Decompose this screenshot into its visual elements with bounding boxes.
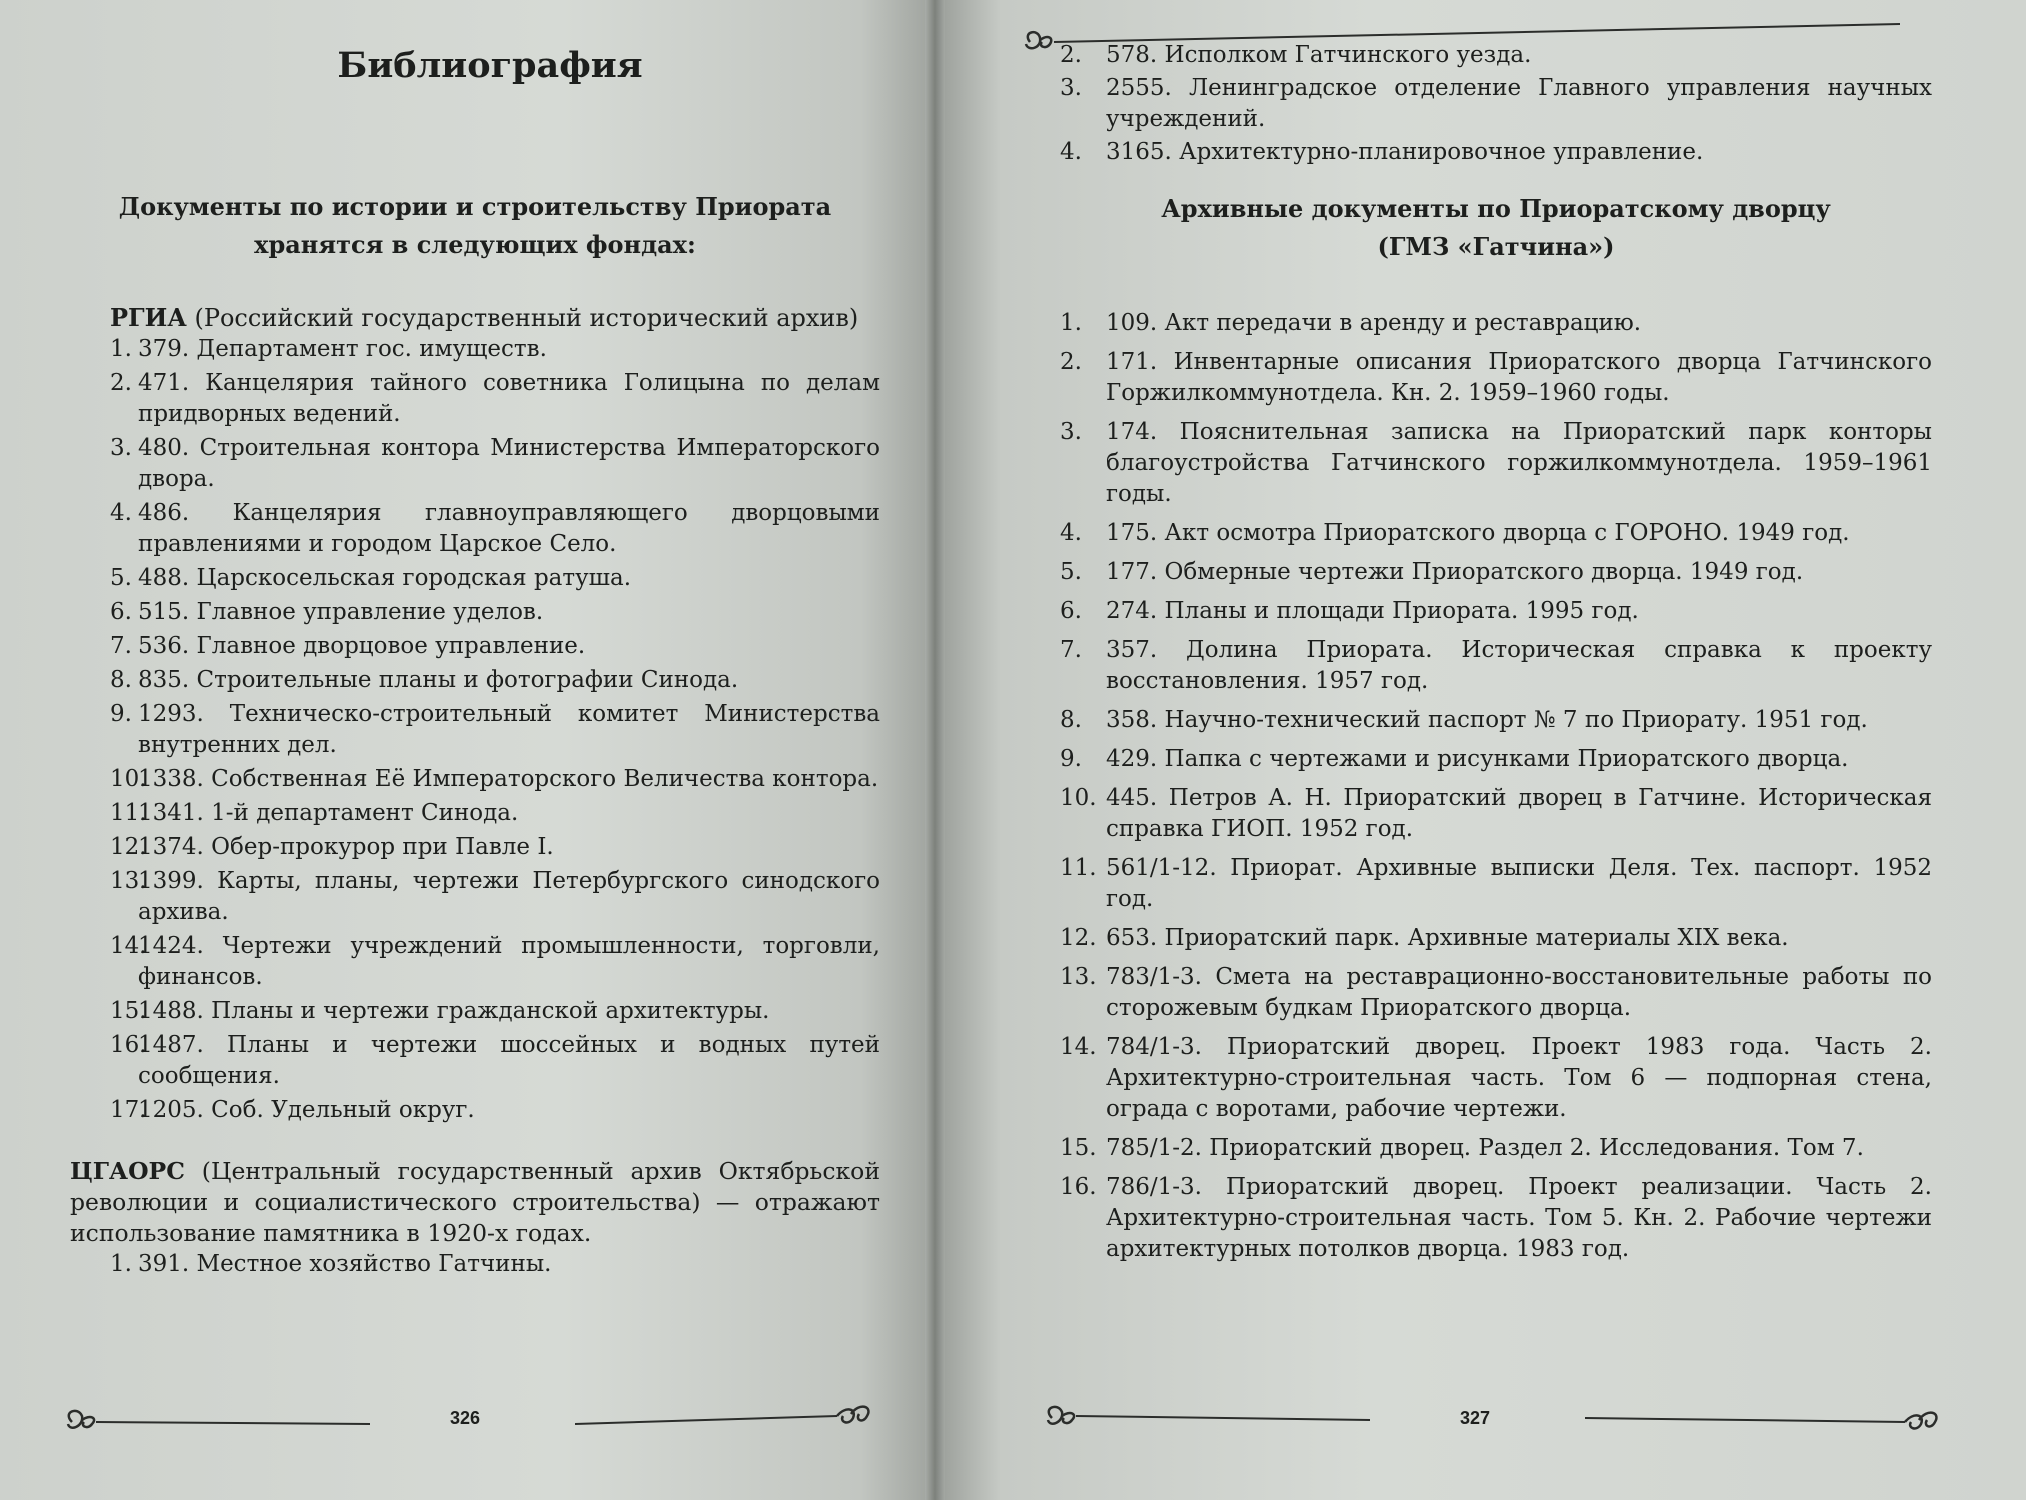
list-item [70,1095,880,1126]
list-item-number: 1. [110,336,132,362]
list-item [1060,137,1932,168]
book-gutter [925,0,945,1500]
list-item-number: 15. [110,998,147,1024]
archive-abbr: ЦГАОРС [70,1157,185,1185]
list-item-text: 471. Канцелярия тайного советника Голицына по делам придворных ведений. [138,370,880,427]
list-item [1060,1172,1932,1265]
list-item-number: 2. [1060,349,1082,375]
flourish-ornament-icon [1585,1400,1945,1440]
list-item-number: 10. [110,766,147,792]
list-item [1060,557,1932,588]
list-item [1060,705,1932,736]
list-item [1060,923,1932,954]
list-item [70,368,880,430]
page-number: 327 [1460,1408,1491,1428]
list-item [70,334,880,365]
list-item-number: 8. [1060,707,1082,733]
list-item-number: 12. [1060,925,1097,951]
list-item-text: 2555. Ленинградское отделение Главного управления научных учреждений. [1106,75,1932,132]
archive-rgia-heading [70,302,880,334]
list-item-text: 1424. Чертежи учреждений промышленности, торговли, финансов. [138,933,880,990]
list-item [70,798,880,829]
list-item-text: 835. Строительные планы и фотографии Синода. [138,667,739,693]
gmz-list [1060,308,1932,1265]
list-item-text: 783/1-3. Смета на реставрационно-восстановительные работы по сторожевым будкам Приоратского дворца. [1106,964,1932,1021]
list-item [1060,744,1932,775]
list-item [70,866,880,928]
list-item-text: 1205. Соб. Удельный округ. [138,1097,475,1123]
page-title: Библиография [337,45,643,86]
list-item-number: 3. [1060,75,1082,101]
list-item [1060,1133,1932,1164]
list-item-text: 578. Исполком Гатчинского уезда. [1106,42,1532,68]
flourish-ornament-icon [1040,1396,1380,1436]
list-item [70,1249,880,1280]
section-heading-line: (ГМЗ «Гатчина») [1377,232,1615,261]
list-item-number: 16. [1060,1174,1097,1200]
list-item-text: 1338. Собственная Её Императорского Величества контора. [138,766,879,792]
right-footer [1040,1400,1945,1440]
list-item-text: 536. Главное дворцовое управление. [138,633,586,659]
list-item-text: 1399. Карты, планы, чертежи Петербургского синодского архива. [138,868,880,925]
list-item-number: 13. [110,868,147,894]
section-heading-line: Архивные документы по Приоратскому дворцу [1161,194,1831,223]
archive-description: (Центральный государственный архив Октябрьской революции и социалистического строительства) — отражают использование памятника в 1920-х годах. [70,1157,880,1247]
list-item-number: 14. [110,933,147,959]
right-page-content [1060,40,1932,1273]
section-heading-line: Документы по истории и строительству Приората [118,192,832,221]
list-item-text: 653. Приоратский парк. Архивные материалы XIX века. [1106,925,1789,951]
list-item-number: 4. [110,500,132,526]
list-item-text: 486. Канцелярия главноуправляющего дворцовыми правлениями и городом Царское Село. [138,500,880,557]
list-item-number: 16. [110,1032,147,1058]
list-item-text: 391. Местное хозяйство Гатчины. [138,1251,552,1277]
list-item [1060,962,1932,1024]
list-item [1060,417,1932,510]
list-item-number: 4. [1060,139,1082,165]
list-item [70,563,880,594]
list-item-text: 515. Главное управление уделов. [138,599,544,625]
list-item-text: 445. Петров А. Н. Приоратский дворец в Гатчине. Историческая справка ГИОП. 1952 год. [1106,785,1932,842]
section-heading [1060,190,1932,266]
list-item [1060,73,1932,135]
list-item [1060,596,1932,627]
list-item-number: 6. [1060,598,1082,624]
rgia-list [70,334,880,1126]
list-item-text: 3165. Архитектурно-планировочное управление. [1106,139,1704,165]
list-item-number: 11. [1060,855,1097,881]
list-item-text: 480. Строительная контора Министерства Императорского двора. [138,435,880,492]
list-item-number: 5. [1060,559,1082,585]
flourish-ornament-icon [575,1392,875,1432]
list-item-text: 1374. Обер-прокурор при Павле I. [138,834,554,860]
list-item-number: 1. [1060,310,1082,336]
list-item-text: 1341. 1-й департамент Синода. [138,800,519,826]
list-item [70,832,880,863]
list-item [70,631,880,662]
list-item-text: 177. Обмерные чертежи Приоратского дворца. 1949 год. [1106,559,1804,585]
list-item-text: 429. Папка с чертежами и рисунками Приоратского дворца. [1106,746,1849,772]
page-number: 326 [450,1408,481,1428]
archive-abbr: РГИА [110,303,187,332]
list-item-text: 379. Департамент гос. имуществ. [138,336,547,362]
list-item [1060,853,1932,915]
list-item-text: 274. Планы и площади Приората. 1995 год. [1106,598,1639,624]
list-item [70,764,880,795]
tsgaors-list [70,1249,880,1280]
list-item-text: 786/1-3. Приоратский дворец. Проект реализации. Часть 2. Архитектурно-строительная часть. Том 5. Кн. 2. Рабочие чертежи архитектурных потолков дворца. 1983 год. [1106,1174,1932,1262]
list-item-text: 357. Долина Приората. Историческая справка к проекту восстановления. 1957 год. [1106,637,1932,694]
list-item-number: 7. [1060,637,1082,663]
section-heading-line: хранятся в следующих фондах: [254,230,696,259]
list-item-number: 10. [1060,785,1097,811]
left-page-content [70,40,880,1280]
list-item-text: 358. Научно-технический паспорт № 7 по Приорату. 1951 год. [1106,707,1868,733]
list-item-text: 175. Акт осмотра Приоратского дворца с ГОРОНО. 1949 год. [1106,520,1850,546]
list-item [1060,347,1932,409]
list-item [70,1030,880,1092]
list-item-text: 174. Пояснительная записка на Приоратский парк конторы благоустройства Гатчинского горжилкоммунотдела. 1959–1961 годы. [1106,419,1932,507]
list-item [70,433,880,495]
list-item-number: 15. [1060,1135,1097,1161]
list-item-number: 12. [110,834,147,860]
list-item-number: 2. [1060,42,1082,68]
list-item-text: 488. Царскосельская городская ратуша. [138,565,632,591]
list-item [1060,1032,1932,1125]
archive-tsgaors-paragraph [70,1156,880,1249]
list-item-number: 13. [1060,964,1097,990]
list-item [70,996,880,1027]
list-item-number: 17. [110,1097,147,1123]
list-item-text: 1293. Техническо-строительный комитет Министерства внутренних дел. [138,701,880,758]
list-item [1060,783,1932,845]
list-item-number: 14. [1060,1034,1097,1060]
list-item-number: 9. [1060,746,1082,772]
list-item [70,665,880,696]
list-item [1060,518,1932,549]
list-item-text: 171. Инвентарные описания Приоратского дворца Гатчинского Горжилкоммунотдела. Кн. 2. 1959–1960 годы. [1106,349,1932,406]
list-item-number: 8. [110,667,132,693]
flourish-ornament-icon [60,1400,380,1440]
list-item-number: 9. [110,701,132,727]
list-item-number: 2. [110,370,132,396]
list-item-number: 1. [110,1251,132,1277]
list-item-text: 784/1-3. Приоратский дворец. Проект 1983 года. Часть 2. Архитектурно-строительная часть. Том 6 — подпорная стена, ограда с воротами, рабочие чертежи. [1106,1034,1932,1122]
list-item-text: 785/1-2. Приоратский дворец. Раздел 2. Исследования. Том 7. [1106,1135,1864,1161]
archive-name: (Российский государственный исторический архив) [186,304,859,332]
list-item-number: 3. [110,435,132,461]
list-item-text: 1487. Планы и чертежи шоссейных и водных путей сообщения. [138,1032,880,1089]
list-item-number: 3. [1060,419,1082,445]
list-item-number: 11. [110,800,147,826]
left-footer [60,1400,880,1440]
section-heading [70,188,880,264]
list-item [1060,635,1932,697]
list-item-number: 4. [1060,520,1082,546]
list-item-text: 1488. Планы и чертежи гражданской архитектуры. [138,998,770,1024]
list-item [70,931,880,993]
list-item [70,699,880,761]
list-item-text: 109. Акт передачи в аренду и реставрацию. [1106,310,1642,336]
list-item-number: 5. [110,565,132,591]
flourish-ornament-icon [1020,22,1900,62]
list-item [70,597,880,628]
list-item [70,498,880,560]
list-item-number: 6. [110,599,132,625]
list-item [1060,308,1932,339]
list-item-number: 7. [110,633,132,659]
list-item-text: 561/1-12. Приорат. Архивные выписки Деля. Тех. паспорт. 1952 год. [1106,855,1932,912]
